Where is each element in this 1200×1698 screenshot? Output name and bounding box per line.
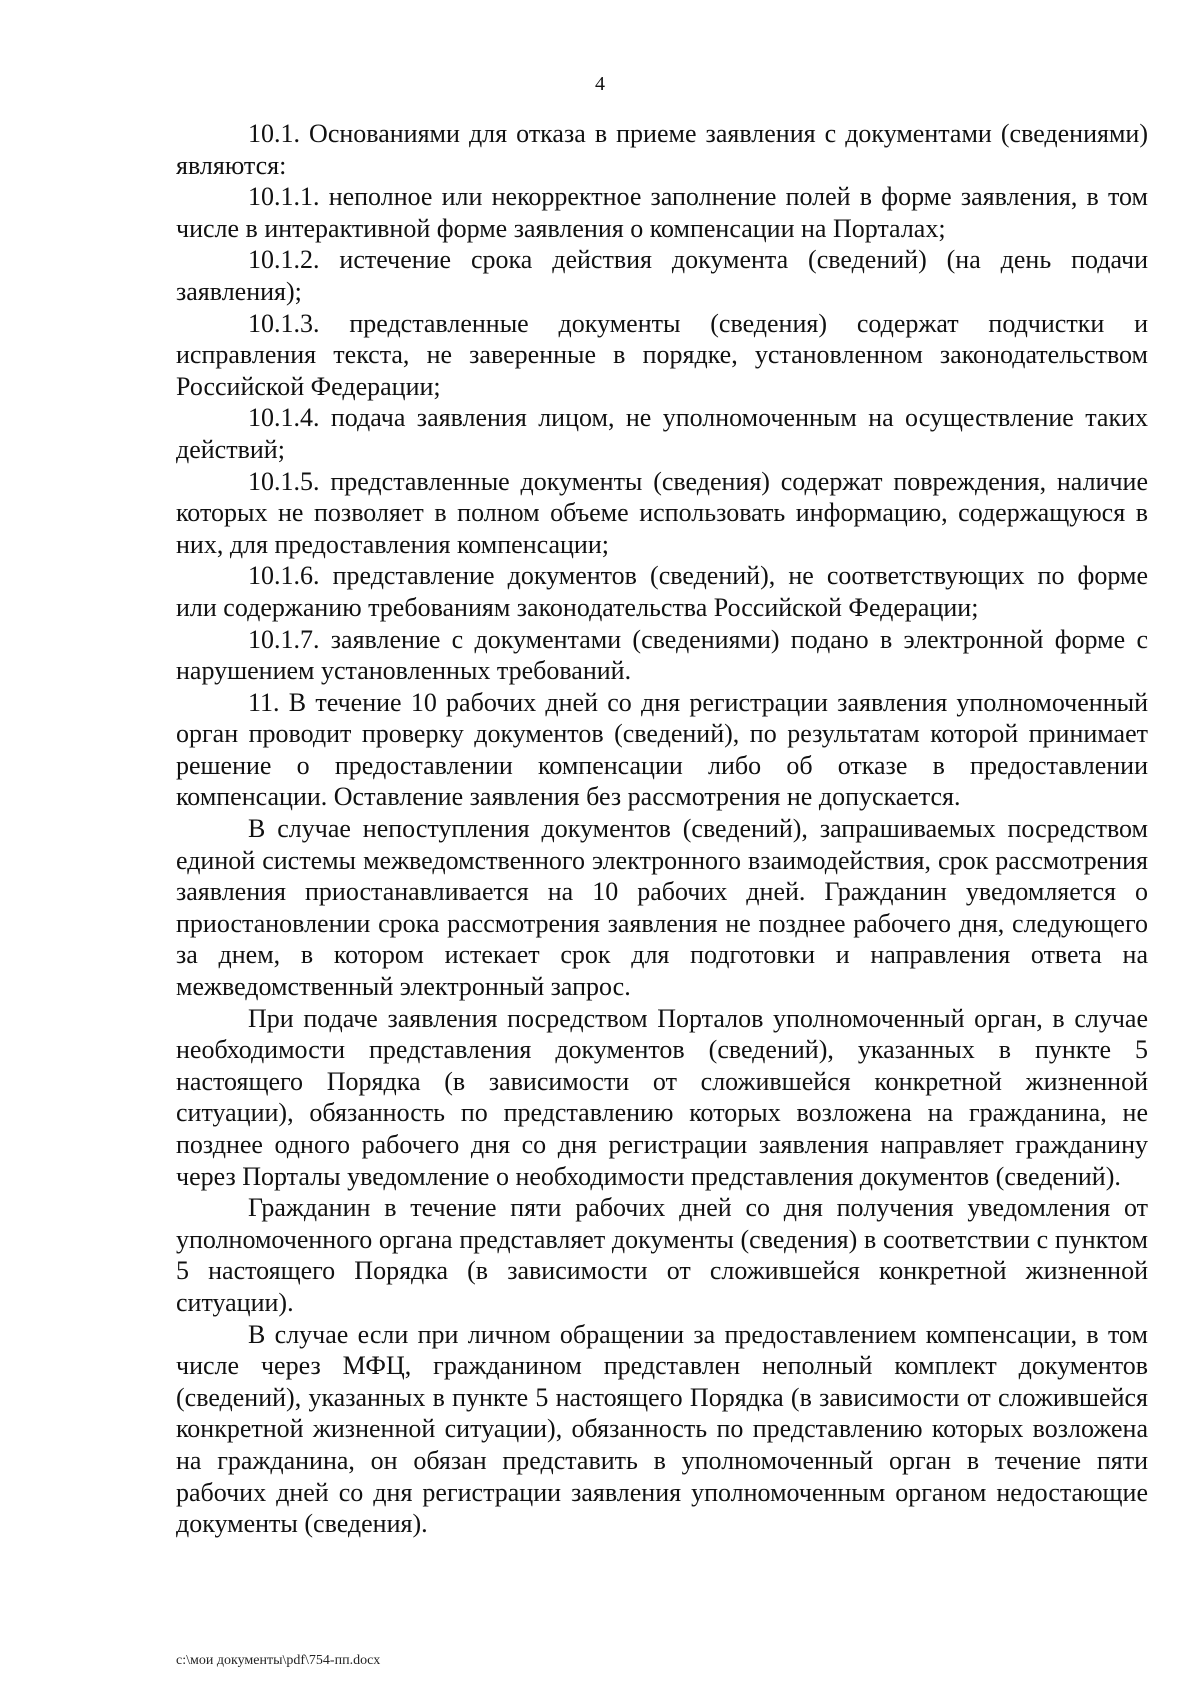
paragraph-suspension: В случае непоступления документов (сведений), запрашиваемых посредством единой системы межведомственного электронного взаимодействия, срок рассмотрения заявления приостанавливается на 10 рабочих дней. Гражданин уведомляется о приостановлении срока рассмотрения заявления не позднее рабочего дня, следующего за днем, в котором истекает срок для подготовки и направления ответа на межведомственный электронный запрос. [176, 814, 1148, 1002]
document-body [176, 118, 1148, 1540]
paragraph-10-1-2: 10.1.2. истечение срока действия документа (сведений) (на день подачи заявления); [176, 245, 1148, 306]
paragraph-10-1-1: 10.1.1. неполное или некорректное заполнение полей в форме заявления, в том числе в интерактивной форме заявления о компенсации на Порталах; [176, 182, 1148, 243]
page-number: 4 [595, 73, 605, 95]
paragraph-citizen-deadline: Гражданин в течение пяти рабочих дней со дня получения уведомления от уполномоченного органа представляет документы (сведения) в соответствии с пунктом 5 настоящего Порядка (в зависимости от сложившейся конкретной жизненной ситуации). [176, 1193, 1148, 1317]
paragraph-10-1-5: 10.1.5. представленные документы (сведения) содержат повреждения, наличие которых не позволяет в полном объеме использовать информацию, содержащуюся в них, для предоставления компенсации; [176, 466, 1148, 559]
paragraph-portal-submission: При подаче заявления посредством Порталов уполномоченный орган, в случае необходимости представления документов (сведений), указанных в пункте 5 настоящего Порядка (в зависимости от сложившейся конкретной жизненной ситуации), обязанность по представлению которых возложена на гражданина, не позднее одного рабочего дня со дня регистрации заявления направляет гражданину через Порталы уведомление о необходимости представления документов (сведений). [176, 1003, 1148, 1191]
footer-file-path: c:\мои документы\pdf\754-пп.docx [176, 1653, 381, 1668]
paragraph-10-1-6: 10.1.6. представление документов (сведений), не соответствующих по форме или содержанию требованиям законодательства Российской Федерации; [176, 561, 1148, 622]
paragraph-personal-appeal: В случае если при личном обращении за предоставлением компенсации, в том числе через МФЦ, гражданином представлен неполный комплект документов (сведений), указанных в пункте 5 настоящего Порядка (в зависимости от сложившейся конкретной жизненной ситуации), обязанность по представлению которых возложена на гражданина, он обязан представить в уполномоченный орган в течение пяти рабочих дней со дня регистрации заявления уполномоченным органом недостающие документы (сведения). [176, 1319, 1148, 1539]
paragraph-10-1-7: 10.1.7. заявление с документами (сведениями) подано в электронной форме с нарушением установленных требований. [176, 624, 1148, 686]
paragraph-11: 11. В течение 10 рабочих дней со дня регистрации заявления уполномоченный орган проводит проверку документов (сведений), по результатам которой принимает решение о предоставлении компенсации либо об отказе в предоставлении компенсации. Оставление заявления без рассмотрения не допускается. [176, 687, 1148, 812]
paragraph-10-1-3: 10.1.3. представленные документы (сведения) содержат подчистки и исправления текста, не заверенные в порядке, установленном законодательством Российской Федерации; [176, 308, 1148, 401]
paragraph-10-1-4: 10.1.4. подача заявления лицом, не уполномоченным на осуществление таких действий; [176, 403, 1148, 464]
paragraph-10-1: 10.1. Основаниями для отказа в приеме заявления с документами (сведениями) являются: [176, 119, 1148, 180]
